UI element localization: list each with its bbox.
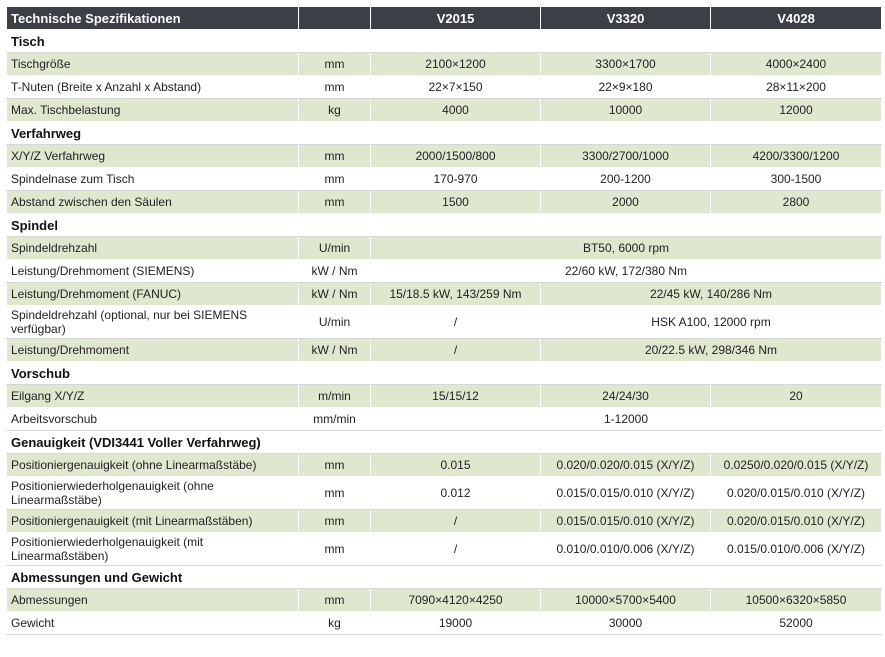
spec-value: 2000 [541, 191, 711, 214]
table-row [7, 237, 882, 260]
spec-label: Spindeldrehzahl [7, 237, 299, 260]
header-unit [299, 7, 371, 30]
table-row [7, 76, 882, 99]
table-row [7, 191, 882, 214]
table-row [7, 589, 882, 612]
header-model-v2015: V2015 [371, 7, 541, 30]
spec-label: Positioniergenauigkeit (ohne Linearmaßstäbe) [7, 454, 299, 477]
spec-label: Abstand zwischen den Säulen [7, 191, 299, 214]
spec-value: 20/22.5 kW, 298/346 Nm [541, 339, 882, 362]
spec-value: 0.015/0.015/0.010 (X/Y/Z) [541, 510, 711, 533]
spec-value: 15/18.5 kW, 143/259 Nm [371, 283, 541, 306]
section-row [7, 30, 882, 53]
spec-unit: mm [299, 191, 371, 214]
spec-label: Eilgang X/Y/Z [7, 385, 299, 408]
table-row [7, 168, 882, 191]
spec-unit: mm [299, 454, 371, 477]
spec-label: Leistung/Drehmoment (SIEMENS) [7, 260, 299, 283]
table-row [7, 145, 882, 168]
section-title: Abmessungen und Gewicht [7, 566, 882, 589]
spec-unit: mm [299, 510, 371, 533]
spec-value: 0.015/0.010/0.006 (X/Y/Z) [711, 533, 882, 566]
table-row [7, 260, 882, 283]
spec-value: 170-970 [371, 168, 541, 191]
spec-unit: mm/min [299, 408, 371, 431]
header-model-v4028: V4028 [711, 7, 882, 30]
spec-value: 52000 [711, 612, 882, 635]
spec-label: Spindelnase zum Tisch [7, 168, 299, 191]
section-title: Vorschub [7, 362, 882, 385]
table-row [7, 408, 882, 431]
spec-value: 4000×2400 [711, 53, 882, 76]
spec-table [6, 6, 882, 635]
spec-value: 22×7×150 [371, 76, 541, 99]
spec-value: 22×9×180 [541, 76, 711, 99]
spec-unit: mm [299, 53, 371, 76]
spec-value: BT50, 6000 rpm [371, 237, 882, 260]
spec-value: 4000 [371, 99, 541, 122]
section-row [7, 431, 882, 454]
spec-unit: kW / Nm [299, 260, 371, 283]
spec-value: 0.012 [371, 477, 541, 510]
spec-value: 10500×6320×5850 [711, 589, 882, 612]
spec-value: 30000 [541, 612, 711, 635]
spec-value: 12000 [711, 99, 882, 122]
spec-value: / [371, 339, 541, 362]
table-row [7, 283, 882, 306]
spec-value: 0.010/0.010/0.006 (X/Y/Z) [541, 533, 711, 566]
spec-value: 0.015/0.015/0.010 (X/Y/Z) [541, 477, 711, 510]
section-row [7, 362, 882, 385]
spec-label: Gewicht [7, 612, 299, 635]
table-row [7, 533, 882, 566]
spec-value: 1-12000 [371, 408, 882, 431]
spec-value: 300-1500 [711, 168, 882, 191]
spec-value: 0.0250/0.020/0.015 (X/Y/Z) [711, 454, 882, 477]
spec-value: 22/45 kW, 140/286 Nm [541, 283, 882, 306]
spec-value: 0.020/0.015/0.010 (X/Y/Z) [711, 477, 882, 510]
spec-unit: mm [299, 477, 371, 510]
spec-value: 2800 [711, 191, 882, 214]
section-row [7, 214, 882, 237]
spec-value: 20 [711, 385, 882, 408]
spec-value: 10000 [541, 99, 711, 122]
header-row [7, 7, 882, 30]
spec-value: 2100×1200 [371, 53, 541, 76]
spec-value: / [371, 306, 541, 339]
spec-label: Max. Tischbelastung [7, 99, 299, 122]
spec-unit: mm [299, 76, 371, 99]
spec-value: 3300/2700/1000 [541, 145, 711, 168]
spec-label: Positioniergenauigkeit (mit Linearmaßstäben) [7, 510, 299, 533]
table-row [7, 612, 882, 635]
section-title: Tisch [7, 30, 882, 53]
spec-value: 2000/1500/800 [371, 145, 541, 168]
spec-value: 15/15/12 [371, 385, 541, 408]
spec-unit: mm [299, 168, 371, 191]
spec-value: 200-1200 [541, 168, 711, 191]
section-title: Verfahrweg [7, 122, 882, 145]
spec-value: 10000×5700×5400 [541, 589, 711, 612]
spec-value: HSK A100, 12000 rpm [541, 306, 882, 339]
spec-label: Positionierwiederholgenauigkeit (ohne Linearmaßstäbe) [7, 477, 299, 510]
table-row [7, 339, 882, 362]
spec-label: Leistung/Drehmoment (FANUC) [7, 283, 299, 306]
table-row [7, 454, 882, 477]
table-row [7, 385, 882, 408]
spec-body [7, 30, 882, 635]
spec-unit: kg [299, 99, 371, 122]
spec-unit: kg [299, 612, 371, 635]
header-model-v3320: V3320 [541, 7, 711, 30]
spec-value: 0.020/0.015/0.010 (X/Y/Z) [711, 510, 882, 533]
spec-label: T-Nuten (Breite x Anzahl x Abstand) [7, 76, 299, 99]
table-row [7, 99, 882, 122]
spec-label: X/Y/Z Verfahrweg [7, 145, 299, 168]
spec-label: Spindeldrehzahl (optional, nur bei SIEMENS verfügbar) [7, 306, 299, 339]
spec-label: Arbeitsvorschub [7, 408, 299, 431]
section-title: Spindel [7, 214, 882, 237]
table-row [7, 510, 882, 533]
spec-unit: mm [299, 145, 371, 168]
spec-value: / [371, 533, 541, 566]
table-row [7, 306, 882, 339]
spec-value: 19000 [371, 612, 541, 635]
spec-value: 3300×1700 [541, 53, 711, 76]
spec-value: 0.015 [371, 454, 541, 477]
spec-value: 22/60 kW, 172/380 Nm [371, 260, 882, 283]
spec-value: 4200/3300/1200 [711, 145, 882, 168]
spec-label: Leistung/Drehmoment [7, 339, 299, 362]
spec-label: Positionierwiederholgenauigkeit (mit Linearmaßstäben) [7, 533, 299, 566]
spec-label: Tischgröße [7, 53, 299, 76]
spec-value: 1500 [371, 191, 541, 214]
table-row [7, 477, 882, 510]
section-row [7, 566, 882, 589]
spec-value: 28×11×200 [711, 76, 882, 99]
spec-label: Abmessungen [7, 589, 299, 612]
section-title: Genauigkeit (VDI3441 Voller Verfahrweg) [7, 431, 882, 454]
spec-unit: mm [299, 533, 371, 566]
section-row [7, 122, 882, 145]
header-title: Technische Spezifikationen [7, 7, 299, 30]
spec-unit: m/min [299, 385, 371, 408]
spec-unit: kW / Nm [299, 283, 371, 306]
spec-value: / [371, 510, 541, 533]
spec-unit: U/min [299, 306, 371, 339]
table-row [7, 53, 882, 76]
spec-value: 7090×4120×4250 [371, 589, 541, 612]
spec-value: 0.020/0.020/0.015 (X/Y/Z) [541, 454, 711, 477]
spec-value: 24/24/30 [541, 385, 711, 408]
spec-unit: mm [299, 589, 371, 612]
spec-unit: kW / Nm [299, 339, 371, 362]
spec-unit: U/min [299, 237, 371, 260]
